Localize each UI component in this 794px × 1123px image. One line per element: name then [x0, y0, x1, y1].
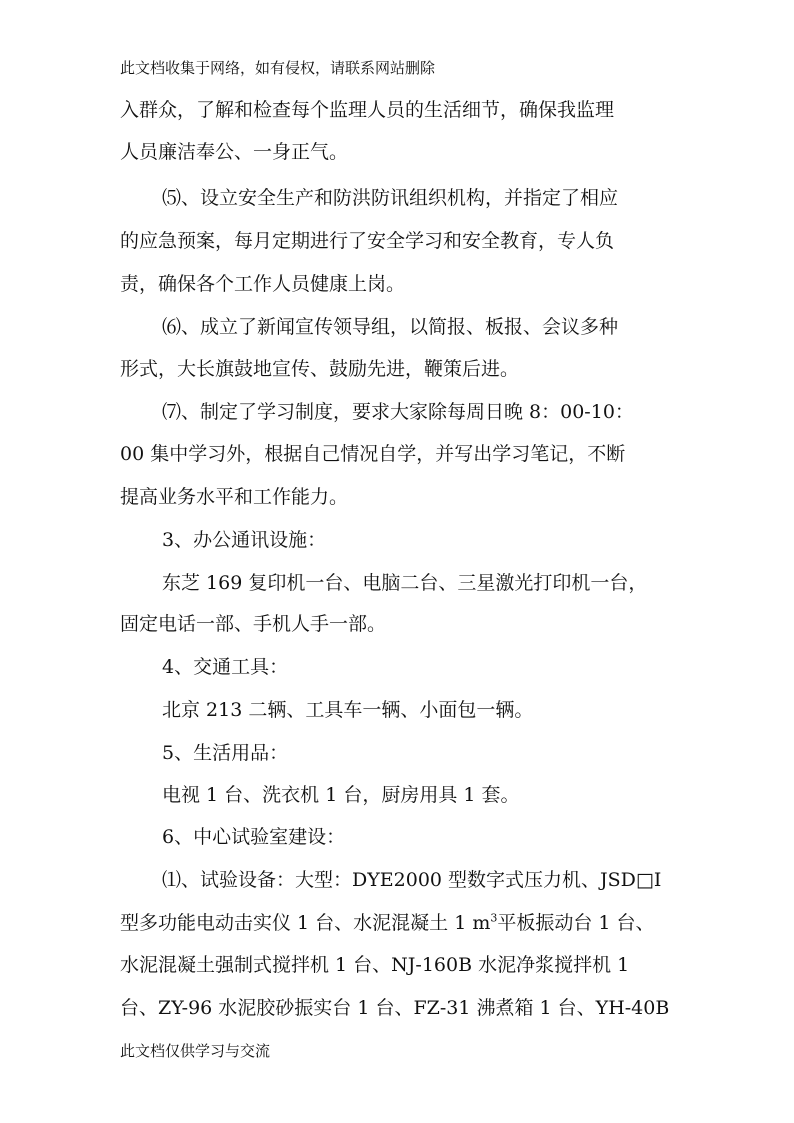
text-line: 东芝 169 复印机一台、电脑二台、三星激光打印机一台， [162, 572, 648, 594]
text-line: 形式，大长旗鼓地宣传、鼓励先进，鞭策后进。 [120, 358, 520, 380]
text-line: 台、ZY-96 水泥胶砂振实台 1 台、FZ-31 沸煮箱 1 台、YH-40B [120, 997, 670, 1019]
text-line: 4、交通工具： [162, 656, 289, 678]
text-line: 水泥混凝土强制式搅拌机 1 台、NJ-160B 水泥净浆搅拌机 1 [120, 954, 630, 976]
text-line: 的应急预案，每月定期进行了安全学习和安全教育，专人负 [120, 230, 615, 252]
text-line: 固定电话一部、手机人手一部。 [120, 613, 387, 635]
text-line: ⑹、成立了新闻宣传领导组，以简报、板报、会议多种 [162, 316, 619, 338]
text-line: 00 集中学习外，根据自己情况自学，并写出学习笔记，不断 [120, 443, 626, 465]
text-line: ⑺、制定了学习制度，要求大家除每周日晚 8：00-10： [162, 401, 634, 423]
text-segment: 平板振动台 1 台、 [497, 912, 655, 934]
text-line: 北京 213 二辆、工具车一辆、小面包一辆。 [162, 699, 534, 721]
text-line [120, 911, 655, 935]
text-line: ⑸、设立安全生产和防洪防讯组织机构，并指定了相应 [162, 187, 619, 209]
text-line: 6、中心试验室建设： [162, 826, 346, 848]
text-line: 入群众，了解和检查每个监理人员的生活细节，确保我监理 [120, 99, 615, 121]
page-header: 此文档收集于网络，如有侵权，请联系网站删除 [120, 59, 436, 77]
text-line: 电视 1 台、洗衣机 1 台，厨房用具 1 套。 [162, 784, 520, 806]
text-line: 3、办公通讯设施： [162, 529, 327, 551]
page-footer: 此文档仅供学习与交流 [120, 1042, 271, 1060]
superscript: 3 [490, 911, 498, 925]
text-line: 5、生活用品： [162, 742, 289, 764]
text-line: 人员廉洁奉公、一身正气。 [120, 141, 349, 163]
text-segment: 型多功能电动击实仪 1 台、水泥混凝土 1 m [120, 912, 491, 934]
text-line: ⑴、试验设备：大型：DYE2000 型数字式压力机、JSD□I [162, 869, 662, 891]
text-line: 责，确保各个工作人员健康上岗。 [120, 273, 406, 295]
text-line: 提高业务水平和工作能力。 [120, 486, 349, 508]
